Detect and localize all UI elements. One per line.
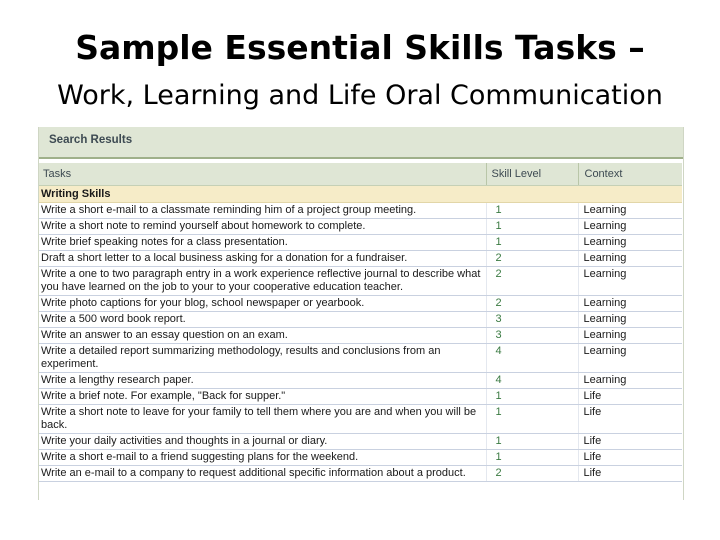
context-cell: Learning	[578, 267, 682, 296]
skill-level-cell: 2	[486, 267, 578, 296]
context-cell: Life	[578, 466, 682, 482]
task-cell: Write an e-mail to a company to request additional specific information about a product.	[39, 466, 486, 482]
task-cell: Write a short note to leave for your family to tell them where you are and when you will be back.	[39, 405, 486, 434]
context-cell: Learning	[578, 344, 682, 373]
skill-level-cell: 1	[486, 219, 578, 235]
context-cell: Learning	[578, 328, 682, 344]
task-cell: Write a detailed report summarizing methodology, results and conclusions from an experiment.	[39, 344, 486, 373]
context-cell: Learning	[578, 235, 682, 251]
task-cell: Write a lengthy research paper.	[39, 373, 486, 389]
group-row-writing-skills	[39, 186, 682, 203]
table-row[interactable]	[39, 389, 682, 405]
skill-level-cell: 3	[486, 312, 578, 328]
context-cell: Learning	[578, 312, 682, 328]
context-cell: Life	[578, 450, 682, 466]
table-row[interactable]	[39, 219, 682, 235]
column-header-context[interactable]: Context	[578, 163, 682, 186]
skill-level-cell: 2	[486, 251, 578, 267]
search-results-header	[39, 127, 683, 159]
task-cell: Draft a short letter to a local business asking for a donation for a fundraiser.	[39, 251, 486, 267]
group-label: Writing Skills	[39, 186, 682, 203]
context-cell: Learning	[578, 251, 682, 267]
task-cell: Write a short e-mail to a classmate reminding him of a project group meeting.	[39, 203, 486, 219]
skill-level-cell: 1	[486, 235, 578, 251]
table-row[interactable]	[39, 373, 682, 389]
table-row[interactable]	[39, 405, 682, 434]
task-cell: Write an answer to an essay question on an exam.	[39, 328, 486, 344]
task-cell: Write a short e-mail to a friend suggesting plans for the weekend.	[39, 450, 486, 466]
task-cell: Write brief speaking notes for a class presentation.	[39, 235, 486, 251]
column-header-tasks[interactable]: Tasks	[39, 163, 486, 186]
skill-level-cell: 3	[486, 328, 578, 344]
search-results-title: Search Results	[49, 134, 133, 146]
context-cell: Learning	[578, 219, 682, 235]
table-row[interactable]	[39, 434, 682, 450]
table-row[interactable]	[39, 344, 682, 373]
skill-level-cell: 4	[486, 373, 578, 389]
skill-level-cell: 1	[486, 405, 578, 434]
table-row[interactable]	[39, 296, 682, 312]
column-header-skill-level[interactable]: Skill Level	[486, 163, 578, 186]
table-row[interactable]	[39, 450, 682, 466]
context-cell: Life	[578, 389, 682, 405]
task-cell: Write a one to two paragraph entry in a work experience reflective journal to describe what you have learned on the job to your to your cooperative education teacher.	[39, 267, 486, 296]
table-row[interactable]	[39, 235, 682, 251]
context-cell: Life	[578, 405, 682, 434]
search-results-panel	[38, 127, 684, 500]
results-table	[39, 163, 682, 482]
table-row[interactable]	[39, 203, 682, 219]
task-cell: Write a 500 word book report.	[39, 312, 486, 328]
context-cell: Life	[578, 434, 682, 450]
table-header-row	[39, 163, 682, 186]
skill-level-cell: 1	[486, 389, 578, 405]
task-cell: Write a short note to remind yourself about homework to complete.	[39, 219, 486, 235]
task-cell: Write your daily activities and thoughts in a journal or diary.	[39, 434, 486, 450]
table-row[interactable]	[39, 466, 682, 482]
skill-level-cell: 1	[486, 434, 578, 450]
skill-level-cell: 1	[486, 203, 578, 219]
skill-level-cell: 4	[486, 344, 578, 373]
table-row[interactable]	[39, 312, 682, 328]
skill-level-cell: 1	[486, 450, 578, 466]
context-cell: Learning	[578, 373, 682, 389]
task-cell: Write photo captions for your blog, school newspaper or yearbook.	[39, 296, 486, 312]
table-row[interactable]	[39, 251, 682, 267]
skill-level-cell: 2	[486, 466, 578, 482]
slide-subtitle: Work, Learning and Life Oral Communication	[57, 80, 663, 111]
skill-level-cell: 2	[486, 296, 578, 312]
table-row[interactable]	[39, 267, 682, 296]
context-cell: Learning	[578, 296, 682, 312]
task-cell: Write a brief note. For example, "Back for supper."	[39, 389, 486, 405]
context-cell: Learning	[578, 203, 682, 219]
slide-title: Sample Essential Skills Tasks –	[75, 28, 645, 67]
table-row[interactable]	[39, 328, 682, 344]
